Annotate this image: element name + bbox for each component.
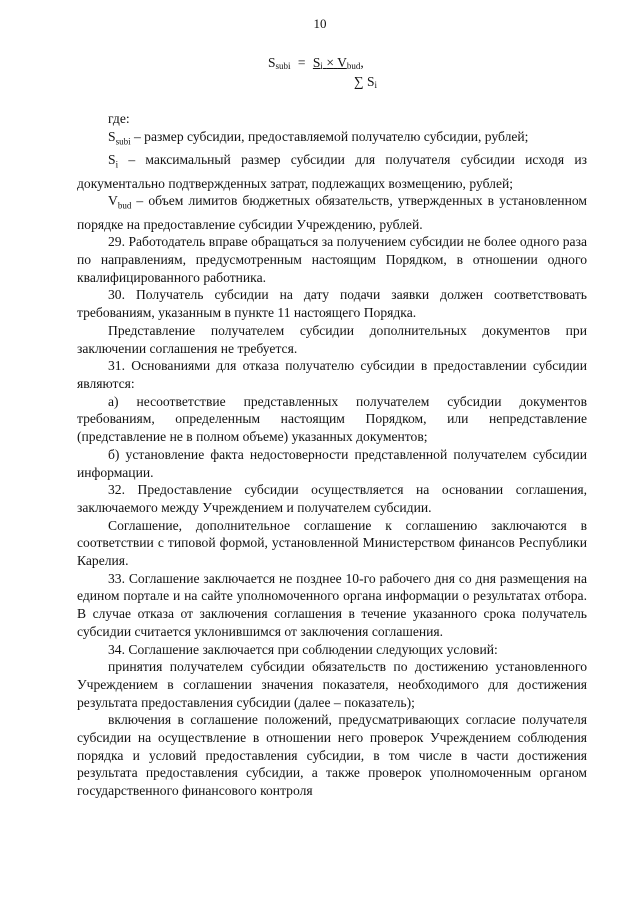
definition-si: $S_i$ – максимальный размер субсидии для получателя субсидии исходя из документально подтвержденных затрат, подлежащих возмещению, рублей; (77, 152, 587, 191)
paragraph-31-b: б) установление факта недостоверности представленной получателем субсидии информации. (77, 446, 587, 480)
paragraph-30-note: Представление получателем субсидии дополнительных документов при заключении соглашения не требуется. (77, 322, 587, 356)
document-body (77, 110, 587, 800)
definitions-intro: где: (108, 111, 130, 126)
paragraph-30: 30. Получатель субсидии на дату подачи заявки должен соответствовать требованиям, указанным в пункте 11 настоящего Порядка. (77, 287, 587, 321)
subsidy-formula (268, 55, 377, 93)
paragraph-32: 32. Предоставление субсидии осуществляется на основании соглашения, заключаемого между Учреждением и получателем субсидии. (77, 482, 587, 515)
paragraph-34: 34. Соглашение заключается при соблюдении следующих условий: (108, 641, 498, 657)
paragraph-34-condition-1: принятия получателем субсидии обязательств по достижению установленного Учреждением в соглашении значения показателя, необходимого для достижения результата предоставления субсидии (далее – показатель); (77, 659, 587, 710)
definition-ssubi: $S_{subi}$ – размер субсидии, предоставляемой получателю субсидии, рублей; (108, 128, 529, 147)
paragraph-29: 29. Работодатель вправе обращаться за получением субсидии не более одного раза по направлениям, предусмотренным настоящим Порядком, в отношении одного квалифицированного работника. (77, 234, 587, 285)
paragraph-34-condition-2: включения в соглашение положений, предусматривающих согласие получателя субсидии на осуществление в отношении него проверок Учреждением соблюдения порядка и условий предоставления субсидии, в том числе в части достижения результата предоставления субсидии, а также проверок уполномоченным органом государственного финансового контроля (77, 712, 587, 799)
paragraph-32-note: Соглашение, дополнительное соглашение к соглашению заключаются в соответствии с типовой формой, установленной Министерством финансов Республики Карелия. (77, 517, 587, 569)
formula-lhs: $S_{subi}$ (268, 55, 291, 71)
formula-numerator-row: $S_{subi} = S_i \times V_{bud}$, (268, 55, 364, 71)
paragraph-31-a: а) несоответствие представленных получателем субсидии документов требованиям, определенным настоящим Порядком, или непредставление (представление не в полном объеме) указанных документов; (77, 393, 587, 445)
page-number: 10 (313, 16, 327, 31)
definition-vbud: $V_{bud}$ – объем лимитов бюджетных обязательств, утвержденных в установленном порядке на предоставление субсидии Учреждению, рублей. (77, 193, 587, 232)
paragraph-31: 31. Основаниями для отказа получателю субсидии в предоставлении субсидии являются: (77, 358, 587, 391)
paragraph-33: 33. Соглашение заключается не позднее 10-го рабочего дня со дня размещения на едином портале и на сайте уполномоченного органа информации о результатах отбора. В случае отказа от заключения соглашения в течение указанного срока получатель субсидии считается уклонившимся от заключения соглашения. (77, 570, 587, 639)
formula-equals: = (297, 55, 306, 70)
formula-numerator: $S_i \times V_{bud}$ (312, 55, 361, 71)
formula-denominator: ∑ $S_i$ (354, 74, 378, 90)
